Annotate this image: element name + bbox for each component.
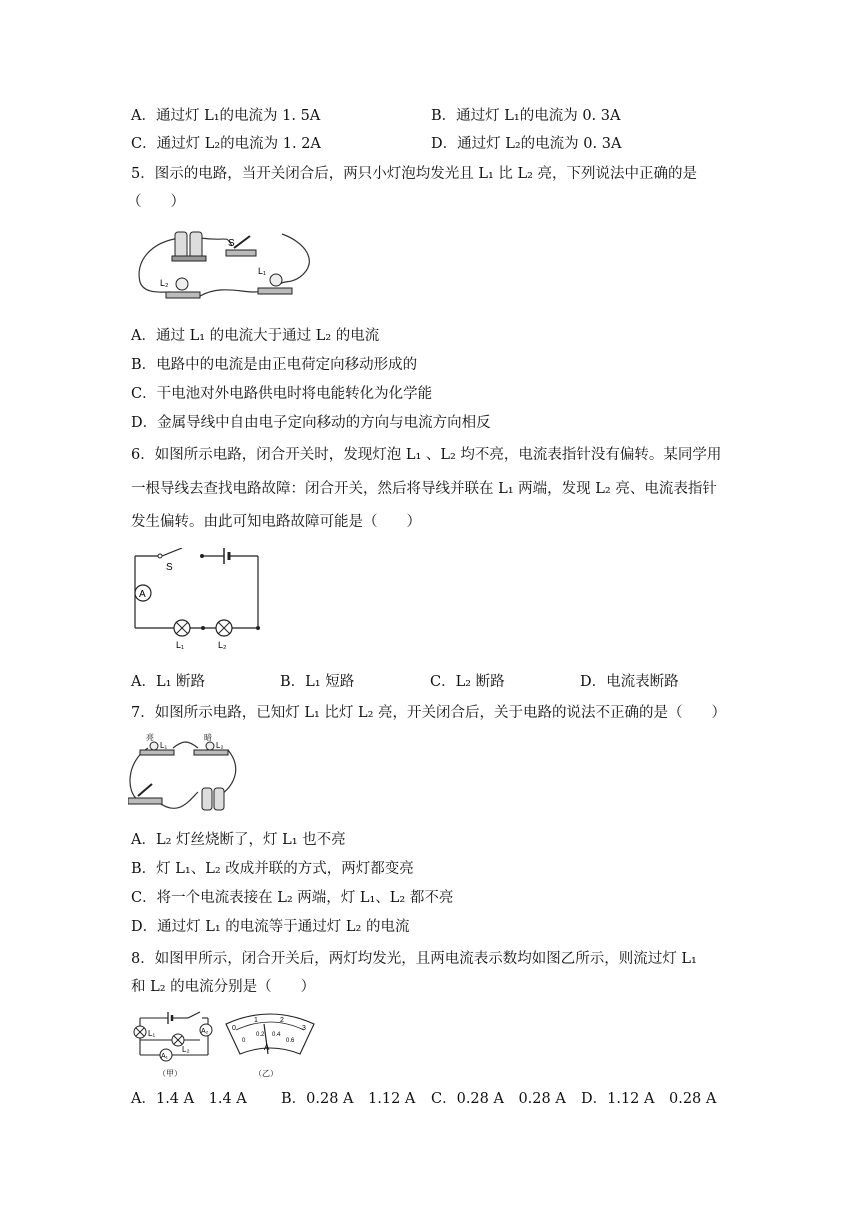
svg-text:S: S bbox=[228, 238, 235, 249]
q7-circuit-figure bbox=[128, 732, 268, 822]
q8-yi-caption: （乙） bbox=[254, 1069, 278, 1078]
svg-text:暗: 暗 bbox=[204, 733, 212, 742]
q6-circuit-figure bbox=[130, 548, 270, 658]
q8-jia-caption: （甲） bbox=[158, 1069, 182, 1078]
q8-stem-line1: 8．如图甲所示，闭合开关后，两灯均发光，且两电流表示数均如图乙所示，则流过灯 L₁ bbox=[131, 951, 697, 967]
ammeter-icon bbox=[135, 585, 151, 601]
svg-text:L₂: L₂ bbox=[182, 1045, 190, 1054]
q6-option-a: A．L₁ 断路 bbox=[131, 674, 206, 690]
q4-option-c: C．通过灯 L₂的电流为 1. 2A bbox=[131, 136, 321, 152]
svg-text:L₁: L₁ bbox=[160, 741, 168, 750]
lamp-l2-icon bbox=[194, 732, 228, 755]
q5-option-a: A．通过 L₁ 的电流大于通过 L₂ 的电流 bbox=[131, 328, 380, 344]
q8-stem-line2: 和 L₂ 的电流分别是（ ） bbox=[131, 979, 316, 995]
q7-option-d: D．通过灯 L₁ 的电流等于通过灯 L₂ 的电流 bbox=[131, 919, 410, 935]
svg-text:亮: 亮 bbox=[146, 733, 154, 742]
q6-stem-line2: 一根导线去查找电路故障：闭合开关，然后将导线并联在 L₁ 两端，发现 L₂ 亮、电流表指针 bbox=[131, 481, 717, 497]
battery-icon bbox=[172, 232, 206, 261]
svg-text:0.6: 0.6 bbox=[286, 1038, 295, 1044]
lamp-l2-icon bbox=[160, 278, 200, 298]
q7-stem: 7．如图所示电路，已知灯 L₁ 比灯 L₂ 亮，开关闭合后，关于电路的说法不正确的是（ ） bbox=[131, 705, 727, 721]
svg-text:A: A bbox=[264, 1043, 270, 1052]
q7-option-a: A．L₂ 灯丝烧断了，灯 L₁ 也不亮 bbox=[131, 832, 346, 848]
q5-stem: 5．图示的电路，当开关闭合后，两只小灯泡均发光且 L₁ 比 L₂ 亮，下列说法中正确的是 bbox=[131, 166, 698, 182]
q8-circuit-jia-figure bbox=[128, 1010, 224, 1080]
q8-meter-yi-figure bbox=[222, 1010, 318, 1080]
q8-option-b: B．0.28 A 1.12 A bbox=[281, 1091, 416, 1107]
lamp-l2-icon bbox=[172, 1034, 190, 1054]
q5-option-d: D．金属导线中自由电子定向移动的方向与电流方向相反 bbox=[131, 415, 491, 431]
svg-text:0: 0 bbox=[232, 1025, 236, 1032]
svg-text:L₁: L₁ bbox=[258, 266, 267, 276]
svg-text:A: A bbox=[139, 589, 146, 600]
lamp-l2-icon bbox=[216, 620, 232, 650]
lamp-l1-icon bbox=[258, 266, 292, 294]
battery-icon bbox=[202, 788, 224, 810]
ammeter-a2-icon bbox=[200, 1024, 212, 1036]
q7-option-b: B．灯 L₁、L₂ 改成并联的方式，两灯都变亮 bbox=[131, 861, 414, 877]
q6-stem-line1: 6．如图所示电路，闭合开关时，发现灯泡 L₁ 、L₂ 均不亮，电流表指针没有偏转。某同学用 bbox=[131, 447, 722, 463]
q5-paren: （ ） bbox=[127, 194, 185, 210]
q4-option-d: D．通过灯 L₂的电流为 0. 3A bbox=[431, 136, 622, 152]
svg-text:0.4: 0.4 bbox=[272, 1032, 281, 1038]
q6-stem-line3: 发生偏转。由此可知电路故障可能是（ ） bbox=[131, 514, 421, 530]
svg-text:2: 2 bbox=[280, 1017, 284, 1024]
q8-option-d: D．1.12 A 0.28 A bbox=[581, 1091, 717, 1107]
q4-option-b: B．通过灯 L₁的电流为 0. 3A bbox=[431, 108, 621, 124]
switch-icon bbox=[226, 236, 256, 256]
q6-switch-label: S bbox=[166, 562, 173, 573]
q5-option-b: B．电路中的电流是由正电荷定向移动形成的 bbox=[131, 357, 418, 373]
lamp-l1-icon bbox=[140, 733, 174, 755]
q6-option-b: B．L₁ 短路 bbox=[280, 674, 355, 690]
lamp-l1-icon bbox=[134, 1026, 155, 1038]
ammeter-a1-icon bbox=[160, 1049, 172, 1061]
q6-option-c: C．L₂ 断路 bbox=[430, 674, 505, 690]
q8-option-a: A．1.4 A 1.4 A bbox=[131, 1091, 247, 1107]
svg-text:L₁: L₁ bbox=[176, 640, 185, 650]
lamp-l1-icon bbox=[174, 620, 190, 650]
svg-text:L₂: L₂ bbox=[216, 741, 224, 750]
q7-option-c: C．将一个电流表接在 L₂ 两端，灯 L₁、L₂ 都不亮 bbox=[131, 890, 454, 906]
svg-text:3: 3 bbox=[302, 1025, 306, 1032]
q8-option-c: C．0.28 A 0.28 A bbox=[431, 1091, 566, 1107]
q4-option-a: A．通过灯 L₁的电流为 1. 5A bbox=[131, 108, 321, 124]
svg-text:L₂: L₂ bbox=[160, 278, 169, 288]
svg-text:L₂: L₂ bbox=[218, 640, 227, 650]
q6-option-d: D．电流表断路 bbox=[580, 674, 679, 690]
q5-option-c: C．干电池对外电路供电时将电能转化为化学能 bbox=[131, 386, 433, 402]
svg-text:0.2: 0.2 bbox=[256, 1032, 265, 1038]
svg-text:1: 1 bbox=[254, 1017, 258, 1024]
q5-circuit-figure bbox=[130, 222, 320, 312]
svg-text:A₂: A₂ bbox=[201, 1028, 209, 1035]
svg-text:A₁: A₁ bbox=[161, 1053, 169, 1060]
svg-text:L₁: L₁ bbox=[148, 1029, 156, 1038]
svg-text:0: 0 bbox=[242, 1038, 246, 1044]
